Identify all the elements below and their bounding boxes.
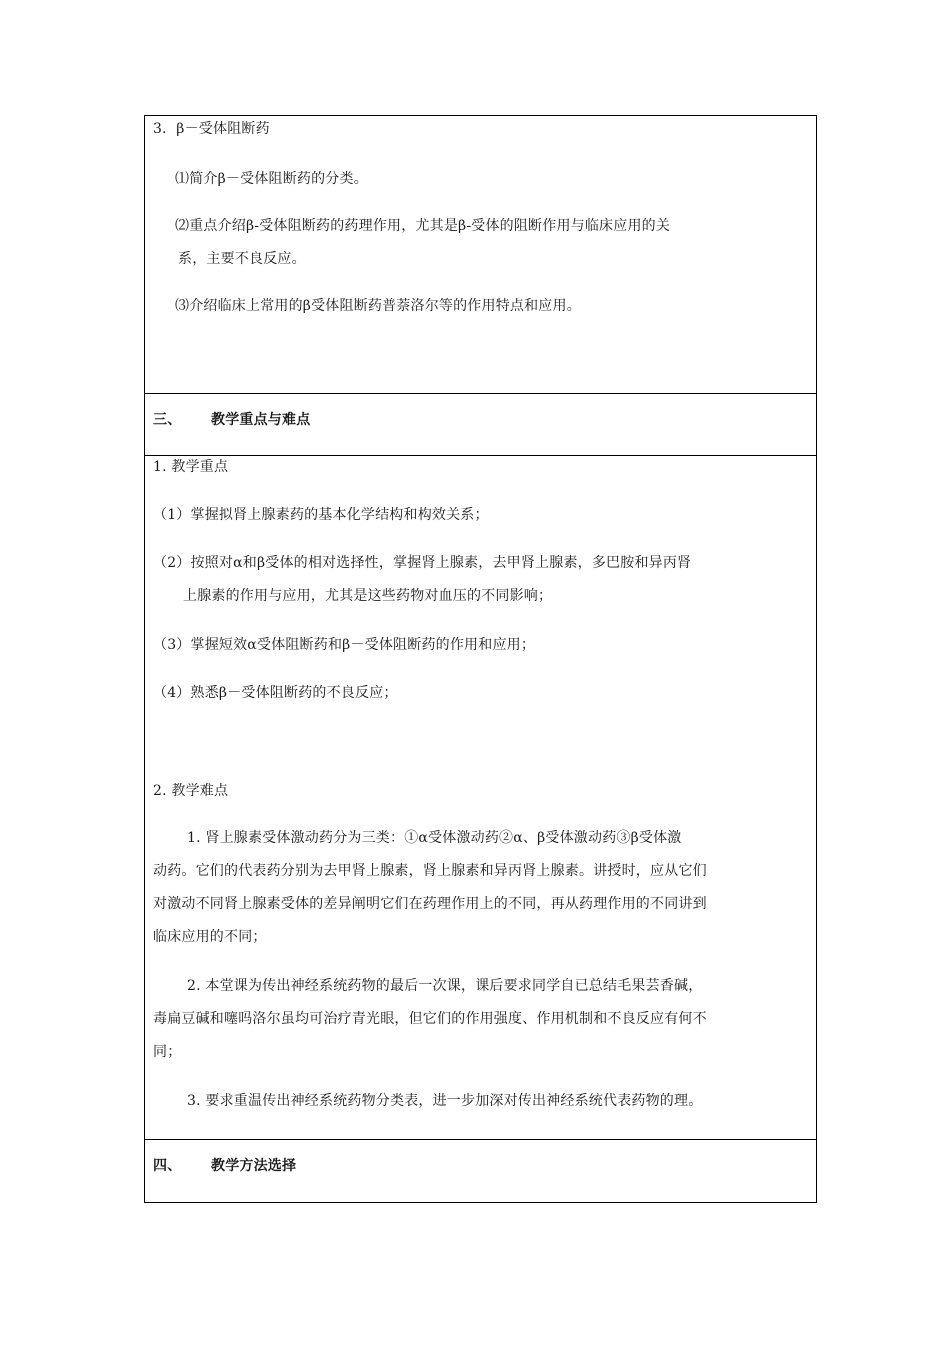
- key-point-2: （2）按照对α和β受体的相对选择性，掌握肾上腺素，去甲肾上腺素，多巴胺和异丙肾: [153, 555, 692, 571]
- beta-item-2-cont: 系，主要不良反应。: [178, 251, 306, 267]
- key-points-title: 1. 教学重点: [153, 459, 229, 475]
- difficulty-2-line-1: 2. 本堂课为传出神经系统药物的最后一次课，课后要求同学自已总结毛果芸香碱，: [187, 978, 703, 994]
- section-3-heading-cell: [145, 394, 816, 456]
- beta-blocker-title: 3．β－受体阻断药: [153, 121, 270, 137]
- difficulty-2-line-3: 同；: [153, 1044, 182, 1060]
- lesson-plan-table: [144, 115, 817, 1203]
- difficulty-1-line-4: 临床应用的不同；: [153, 929, 267, 945]
- key-point-2-cont: 上腺素的作用与应用，尤其是这些药物对血压的不同影响；: [183, 588, 553, 604]
- section-4-title: 教学方法选择: [211, 1158, 297, 1174]
- difficulties-title: 2. 教学难点: [153, 783, 229, 799]
- difficulty-3-line-1: 3. 要求重温传出神经系统药物分类表，进一步加深对传出神经系统代表药物的理。: [187, 1093, 703, 1109]
- key-points-cell: [145, 456, 816, 1140]
- key-point-4: （4）熟悉β－受体阻断药的不良反应；: [153, 685, 398, 701]
- difficulty-2-line-2: 毒扁豆碱和噻吗洛尔虽均可治疗青光眼，但它们的作用强度、作用机制和不良反应有何不: [153, 1011, 707, 1027]
- beta-blocker-cell: [145, 116, 816, 394]
- difficulty-1-line-2: 动药。它们的代表药分别为去甲肾上腺素，肾上腺素和异丙肾上腺素。讲授时，应从它们: [153, 863, 707, 879]
- difficulty-1-line-1: 1. 肾上腺素受体激动药分为三类：①α受体激动药②α、β受体激动药③β受体激: [187, 830, 682, 846]
- section-4-number: 四、: [153, 1158, 182, 1174]
- section-4-heading: [153, 1156, 296, 1176]
- section-4-heading-cell: [145, 1140, 816, 1202]
- beta-item-2: ⑵重点介绍β-受体阻断药的药理作用，尤其是β-受体的阻断作用与临床应用的关: [175, 218, 671, 234]
- beta-item-3: ⑶介绍临床上常用的β受体阻断药普萘洛尔等的作用特点和应用。: [175, 298, 581, 314]
- section-3-title: 教学重点与难点: [211, 412, 311, 428]
- beta-item-1: ⑴简介β－受体阻断药的分类。: [175, 171, 368, 187]
- key-point-3: （3）掌握短效α受体阻断药和β－受体阻断药的作用和应用；: [153, 637, 536, 653]
- difficulty-1-line-3: 对激动不同肾上腺素受体的差异阐明它们在药理作用上的不同，再从药理作用的不同讲到: [153, 896, 707, 912]
- section-3-heading: [153, 410, 310, 430]
- key-point-1: （1）掌握拟肾上腺素药的基本化学结构和构效关系；: [153, 507, 489, 523]
- section-3-number: 三、: [153, 412, 182, 428]
